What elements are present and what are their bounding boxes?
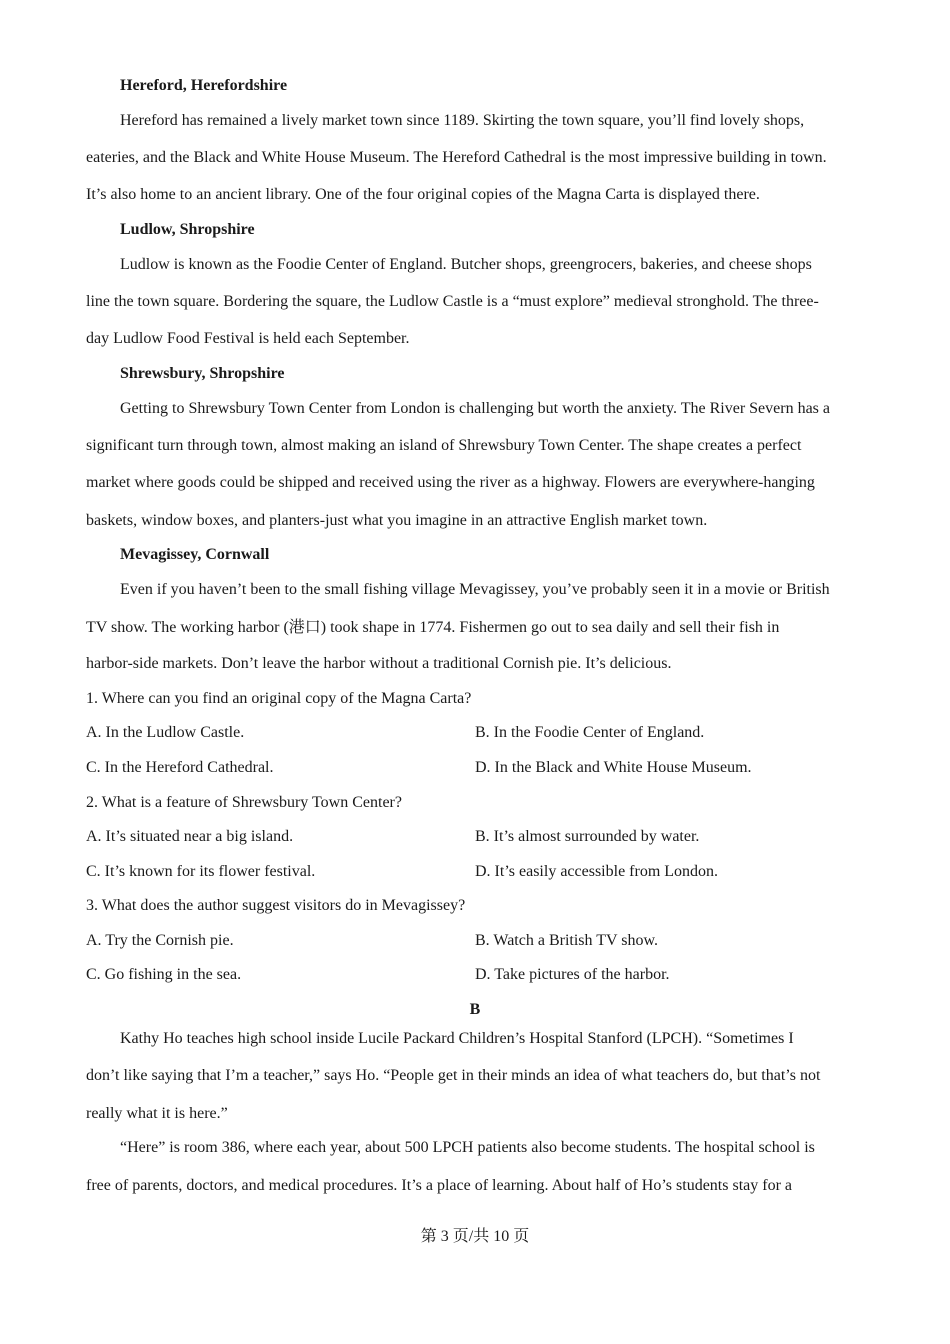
- answer-option: D. Take pictures of the harbor.: [475, 966, 670, 983]
- section-heading: B: [469, 1001, 481, 1018]
- answer-option: A. Try the Cornish pie.: [86, 932, 234, 949]
- body-line: harbor-side markets. Don’t leave the harbor without a traditional Cornish pie. It’s delicious.: [86, 655, 672, 672]
- body-line: Ludlow is known as the Foodie Center of England. Butcher shops, greengrocers, bakeries, and cheese shops: [120, 256, 812, 273]
- place-heading: Ludlow, Shropshire: [120, 221, 255, 238]
- answer-option: D. It’s easily accessible from London.: [475, 863, 719, 880]
- page-number: 第 3 页/共 10 页: [420, 1228, 530, 1245]
- body-line: “Here” is room 386, where each year, about 500 LPCH patients also become students. The hospital school is: [120, 1139, 815, 1156]
- body-line: don’t like saying that I’m a teacher,” says Ho. “People get in their minds an idea of what teachers do, but that’s not: [86, 1067, 821, 1084]
- question-stem: 3. What does the author suggest visitors do in Mevagissey?: [86, 897, 466, 914]
- answer-option: B. In the Foodie Center of England.: [475, 724, 705, 741]
- body-line: market where goods could be shipped and received using the river as a highway. Flowers are everywhere-hanging: [86, 474, 815, 491]
- answer-option: C. Go fishing in the sea.: [86, 966, 242, 983]
- body-line: Getting to Shrewsbury Town Center from London is challenging but worth the anxiety. The River Severn has a: [120, 400, 830, 417]
- question-stem: 2. What is a feature of Shrewsbury Town Center?: [86, 794, 402, 811]
- place-heading: Hereford, Herefordshire: [120, 77, 288, 94]
- answer-option: D. In the Black and White House Museum.: [475, 759, 752, 776]
- body-line: free of parents, doctors, and medical procedures. It’s a place of learning. About half of Ho’s students stay for a: [86, 1177, 792, 1194]
- answer-option: B. It’s almost surrounded by water.: [475, 828, 700, 845]
- question-stem: 1. Where can you find an original copy of the Magna Carta?: [86, 690, 472, 707]
- body-line: Kathy Ho teaches high school inside Lucile Packard Children’s Hospital Stanford (LPCH). “Sometimes I: [120, 1030, 794, 1047]
- answer-option: C. It’s known for its flower festival.: [86, 863, 316, 880]
- body-line: day Ludlow Food Festival is held each September.: [86, 330, 410, 347]
- answer-option: C. In the Hereford Cathedral.: [86, 759, 274, 776]
- body-line: significant turn through town, almost making an island of Shrewsbury Town Center. The shape creates a perfect: [86, 437, 802, 454]
- body-line: eateries, and the Black and White House Museum. The Hereford Cathedral is the most impressive building in town.: [86, 149, 827, 166]
- body-line: Even if you haven’t been to the small fishing village Mevagissey, you’ve probably seen it in a movie or British: [120, 581, 830, 598]
- body-line: baskets, window boxes, and planters-just what you imagine in an attractive English market town.: [86, 512, 708, 529]
- answer-option: A. It’s situated near a big island.: [86, 828, 294, 845]
- body-line: line the town square. Bordering the square, the Ludlow Castle is a “must explore” medieval stronghold. The three-: [86, 293, 819, 310]
- place-heading: Mevagissey, Cornwall: [120, 546, 270, 563]
- answer-option: B. Watch a British TV show.: [475, 932, 659, 949]
- body-line: TV show. The working harbor (港口) took shape in 1774. Fishermen go out to sea daily and sell their fish in: [86, 619, 780, 636]
- place-heading: Shrewsbury, Shropshire: [120, 365, 285, 382]
- answer-option: A. In the Ludlow Castle.: [86, 724, 245, 741]
- body-line: really what it is here.”: [86, 1105, 228, 1122]
- body-line: It’s also home to an ancient library. One of the four original copies of the Magna Carta is displayed there.: [86, 186, 760, 203]
- body-line: Hereford has remained a lively market town since 1189. Skirting the town square, you’ll find lovely shops,: [120, 112, 805, 129]
